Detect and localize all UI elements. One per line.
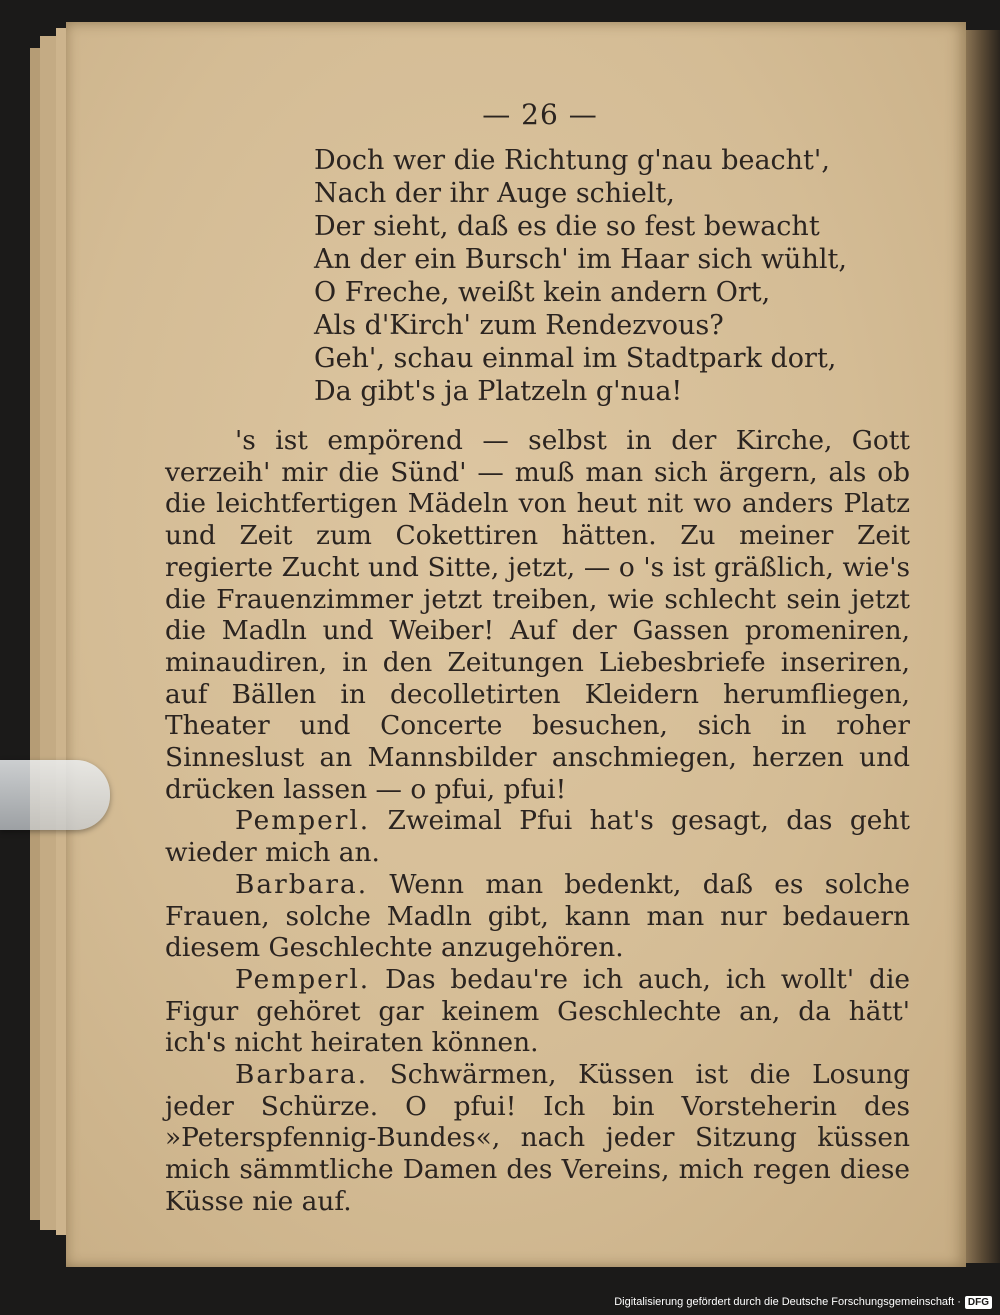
speaker-name: Pemperl. (235, 805, 371, 837)
page-holder-clip (0, 760, 110, 830)
verse-line: An der ein Bursch' im Haar sich wühlt, (314, 244, 847, 275)
paragraph-text: 's ist empörend — selbst in der Kirche, Gott verzeih' mir die Sünd' — muß man sich ärgern, als ob die leichtfertigen Mädeln von heut nit wo anders Platz und Zeit zum Cokettiren hätten. Zu meiner Zeit regierte Zucht und Sitte, jetzt, — o 's ist gräßlich, wie's die Frauenzimmer jetzt treiben, wie schlecht sein jetzt die Madln und Weiber! Auf der Gassen promeniren, minaudiren, in den Zeitungen Liebesbriefe inseriren, auf Bällen in decolletirten Kleidern herumfliegen, Theater und Concerte besuchen, sich in roher Sinneslust an Mannsbilder anschmiegen, herzen und drücken lassen — o pfui, pfui! (165, 425, 910, 805)
verse-line: Da gibt's ja Platzeln g'nua! (314, 376, 683, 407)
credit-text: Digitalisierung gefördert durch die Deutsche Forschungsgemeinschaft · (614, 1296, 961, 1308)
paragraph (165, 425, 910, 805)
speaker-name: Barbara. (235, 868, 369, 900)
verse-line: Geh', schau einmal im Stadtpark dort, (314, 343, 837, 374)
paragraph (165, 964, 910, 1059)
paragraph (165, 869, 910, 964)
prose-block (165, 425, 910, 1218)
paragraph-text: Wenn man bedenkt, daß es solche Frauen, solche Madln gibt, kann man nur bedauern diesem Geschlechte anzugehören. (165, 868, 910, 964)
digitization-credit (614, 1293, 992, 1311)
verse-line: Als d'Kirch' zum Rendezvous? (314, 310, 724, 341)
paragraph (165, 805, 910, 868)
verse-block (314, 144, 874, 408)
paragraph-text: Das bedau're ich auch, ich wollt' die Figur gehöret gar keinem Geschlechte an, da hätt' ich's nicht heiraten können. (165, 963, 910, 1059)
paragraph-text: Schwärmen, Küssen ist die Losung jeder Schürze. O pfui! Ich bin Vorsteherin des »Peterspfennig-Bundes«, nach jeder Sitzung küssen mich sämmtliche Damen des Vereins, mich regen diese Küsse nie auf. (165, 1059, 910, 1217)
verse-line: O Freche, weißt kein andern Ort, (314, 277, 771, 308)
verse-line: Nach der ihr Auge schielt, (314, 178, 675, 209)
verse-line: Doch wer die Richtung g'nau beacht', (314, 145, 830, 176)
speaker-name: Barbara. (235, 1059, 369, 1091)
paragraph-text: Zweimal Pfui hat's gesagt, das geht wieder mich an. (165, 805, 911, 869)
paragraph (165, 1059, 910, 1218)
speaker-name: Pemperl. (235, 963, 371, 995)
verse-line: Der sieht, daß es die so fest bewacht (314, 211, 820, 242)
page-number: — 26 — (482, 98, 598, 131)
dfg-logo: DFG (965, 1296, 992, 1309)
